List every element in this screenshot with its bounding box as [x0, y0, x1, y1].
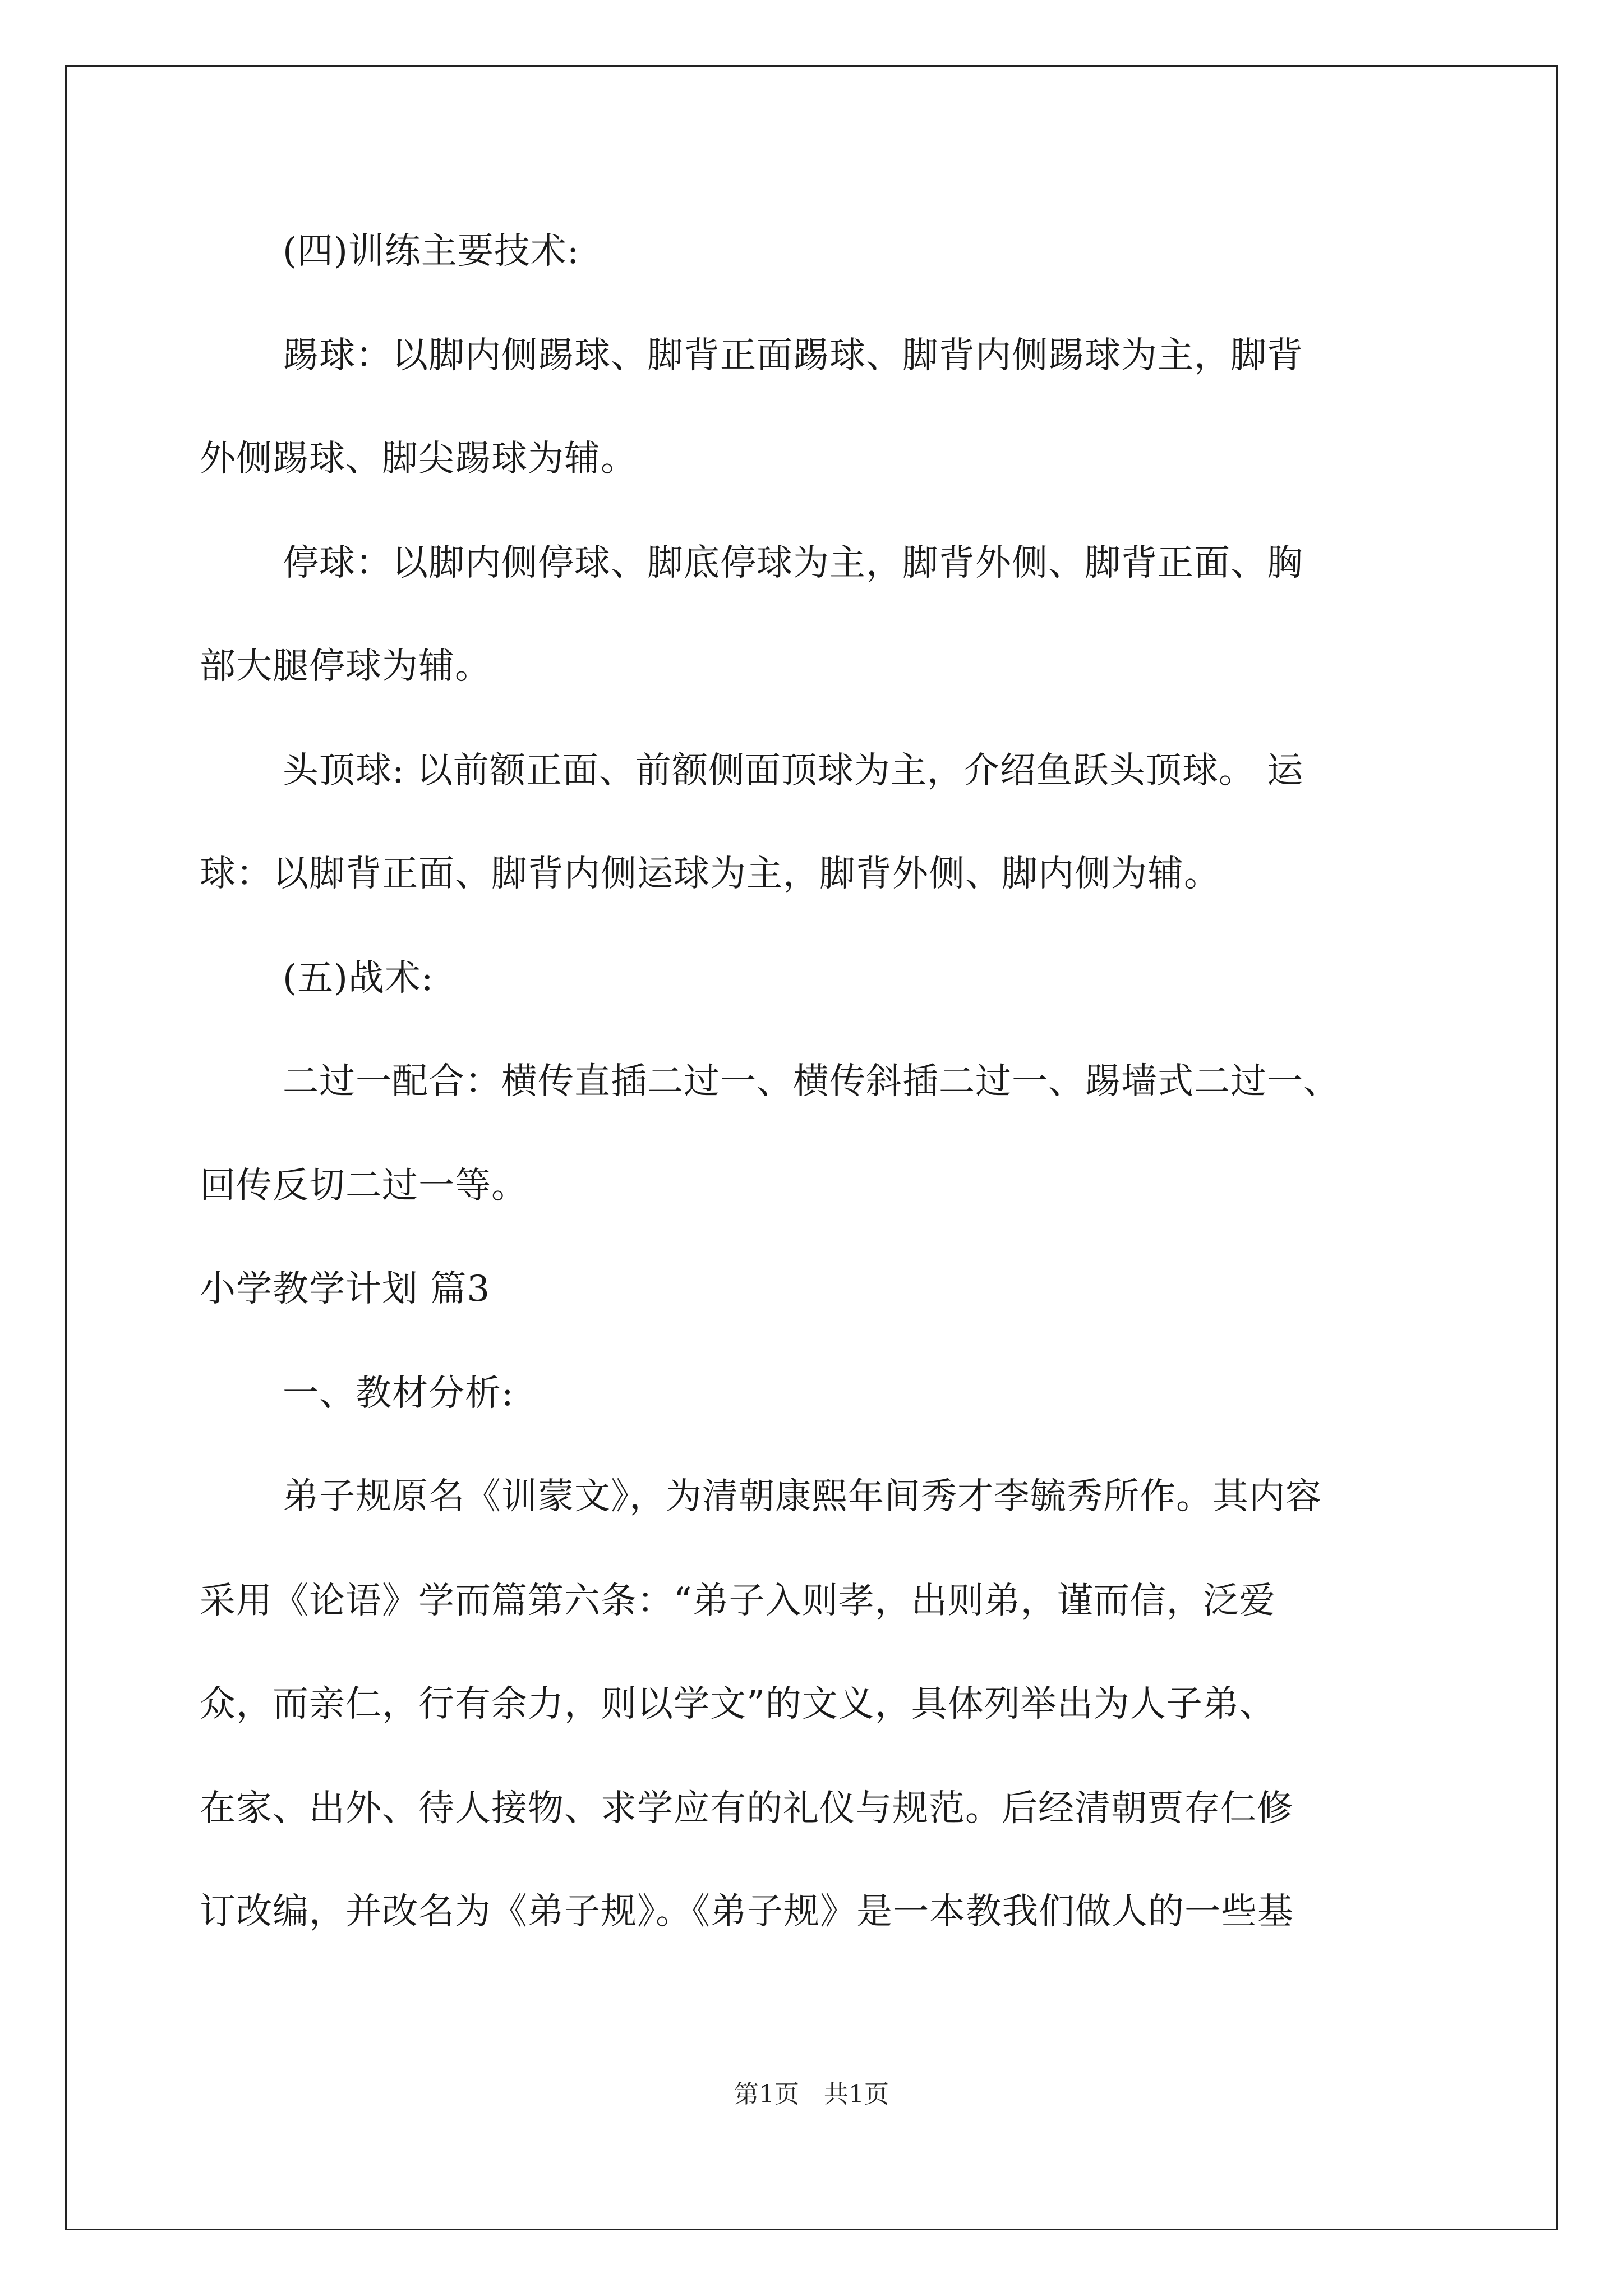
paragraph-line: 踢球：以脚内侧踢球、脚背正面踢球、脚背内侧踢球为主，脚背 — [283, 335, 1303, 376]
paragraph-line: 众，而亲仁，行有余力，则以学文”的文义，具体列举出为人子弟、 — [200, 1683, 1276, 1725]
page-number-footer: 第1页 共1页 — [734, 2080, 889, 2109]
paragraph-line: 球：以脚背正面、脚背内侧运球为主，脚背外侧、脚内侧为辅。 — [200, 853, 1220, 895]
section-title: 小学教学计划 篇3 — [200, 1268, 491, 1310]
paragraph-line: 外侧踢球、脚尖踢球为辅。 — [200, 438, 637, 480]
paragraph-line: 停球：以脚内侧停球、脚底停球为主，脚背外侧、脚背正面、胸 — [283, 542, 1303, 584]
paragraph-line: 采用《论语》学而篇第六条：“弟子入则孝，出则弟，谨而信，泛爱 — [200, 1580, 1276, 1622]
paragraph-line: 弟子规原名《训蒙文》，为清朝康熙年间秀才李毓秀所作。其内容 — [283, 1476, 1322, 1517]
paragraph-line: 部大腿停球为辅。 — [200, 646, 491, 687]
subheading-tactics: (五)战术: — [283, 958, 434, 999]
subheading-training-techniques: (四)训练主要技术: — [283, 231, 580, 272]
paragraph-line: 头顶球: 以前额正面、前额侧面顶球为主，介绍鱼跃头顶球。 运 — [283, 750, 1304, 792]
paragraph-line: 二过一配合：横传直插二过一、横传斜插二过一、踢墙式二过一、 — [283, 1061, 1340, 1102]
paragraph-line: 在家、出外、待人接物、求学应有的礼仪与规范。后经清朝贾存仁修 — [200, 1788, 1293, 1829]
subheading-material-analysis: 一、教材分析: — [283, 1373, 514, 1414]
paragraph-line: 回传反切二过一等。 — [200, 1165, 528, 1207]
paragraph-line: 订改编，并改名为《弟子规》。《弟子规》是一本教我们做人的一些基 — [200, 1891, 1294, 1932]
